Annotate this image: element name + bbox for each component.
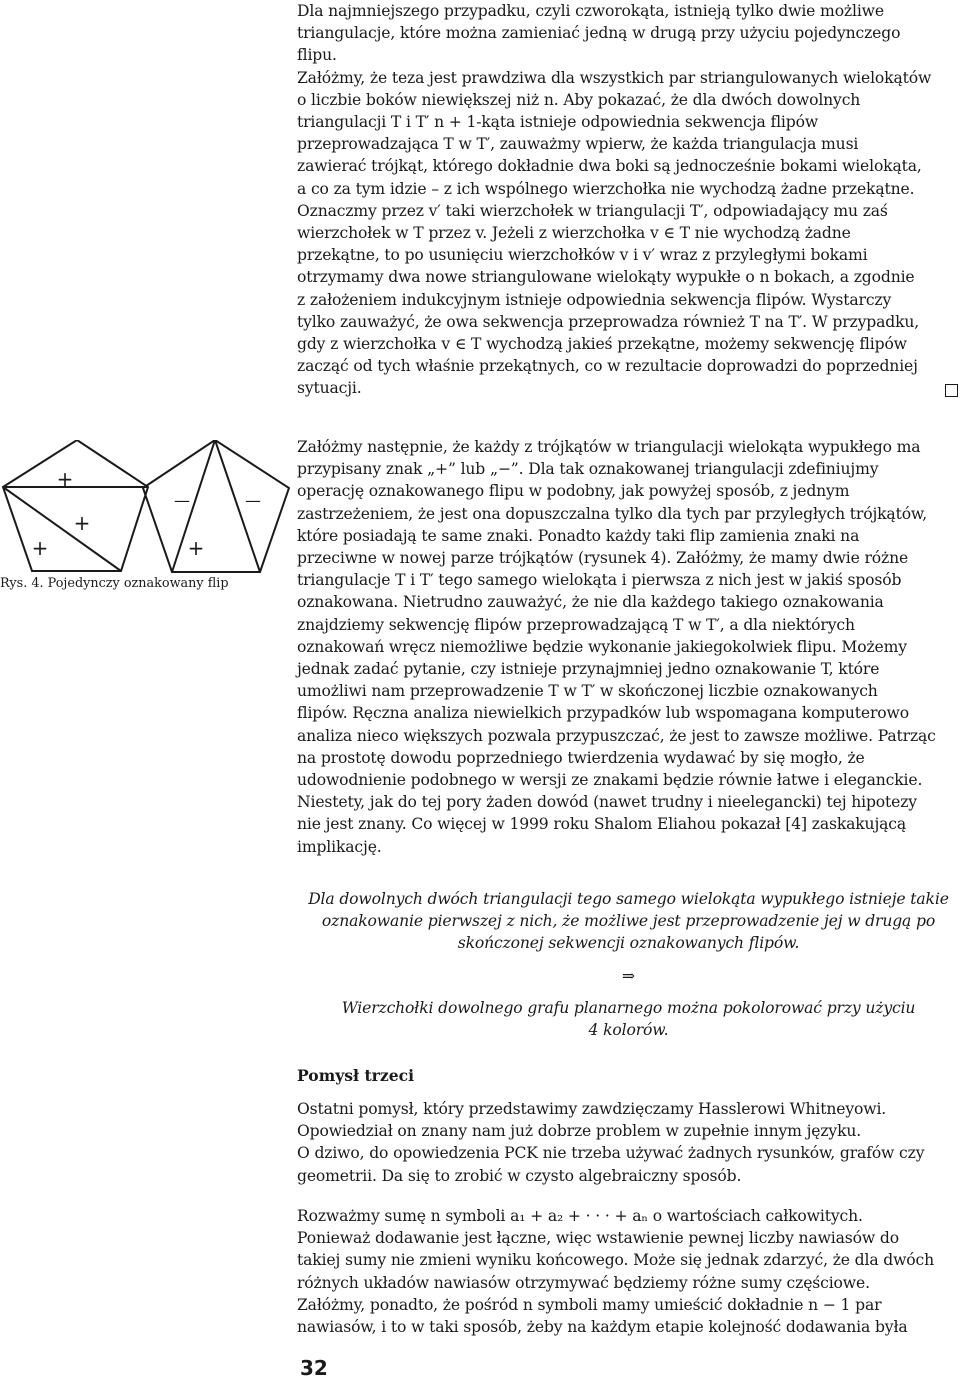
text-line: Ostatni pomysł, który przedstawimy zawdzięczamy Hasslerowi Whitneyowi. [297, 1100, 887, 1118]
text-line: takiej sumy nie zmieni wyniku końcowego. Może się jednak zdarzyć, że dla dwóch [297, 1251, 935, 1270]
text-line: zastrzeżeniem, że jest ona dopuszczalna tylko dla tych par przyległych trójkątów, [297, 504, 928, 523]
page-number: 32 [300, 1356, 328, 1380]
text-line: na prostotę dowodu poprzedniego twierdzenia wydawać by się mogło, że [297, 748, 865, 767]
text-line: jednak zadać pytanie, czy istnieje przynajmniej jedno oznakowanie T, które [297, 660, 880, 679]
text-line: tylko zauważyć, że owa sekwencja przeprowadza również T na T′. W przypadku, [297, 312, 920, 331]
four-color-statement [297, 997, 960, 1041]
sign-right-right: — [245, 491, 261, 510]
text-line: przekątne, to po usunięciu wierzchołków v i v′ wraz z przyległymi bokami [297, 246, 868, 265]
text-line: sytuacji. [297, 377, 960, 399]
paragraph-whitney [297, 1098, 960, 1187]
text-line: Niestety, jak do tej pory żaden dowód (nawet trudny i nieelegancki) tej hipotezy [297, 793, 917, 812]
text-line: zawierać trójkąt, którego dokładnie dwa boki są jednocześnie bokami wielokąta, [297, 157, 922, 176]
implication-arrow: ⇒ [621, 966, 636, 985]
figure-caption: Rys. 4. Pojedynczy oznakowany flip [0, 576, 229, 591]
text-line: a co za tym idzie – z ich wspólnego wierzchołka nie wychodzą żadne przekątne. [297, 179, 915, 198]
text-line: flipu. [297, 46, 337, 65]
left-pentagon-outline [3, 440, 148, 571]
text-line: skończonej sekwencji oznakowanych flipów. [457, 934, 800, 953]
text-line: różnych układów nawiasów otrzymywać będziemy różne sumy częściowe. [297, 1273, 870, 1292]
text-line: operację oznakowanego flipu w podobny, jak powyżej sposób, z jednym [297, 482, 850, 501]
text-line: Wierzchołki dowolnego grafu planarnego można pokolorować przy użyciu [341, 998, 916, 1017]
hypothesis-block [297, 888, 960, 1041]
sign-right-bottom: + [187, 536, 205, 560]
text-line: implikację. [297, 837, 382, 856]
text-line: umożliwi nam przeprowadzenie T w T′ w skończonej liczbie oznakowanych [297, 682, 878, 701]
text-line: udowodnienie podobnego w wersji ze znakami będzie równie łatwe i eleganckie. [297, 771, 923, 790]
text-line: Rozważmy sumę n symboli a₁ + a₂ + · · · + aₙ o wartościach całkowitych. [297, 1207, 863, 1225]
text-line: O dziwo, do opowiedzenia PCK nie trzeba używać żadnych rysunków, grafów czy [297, 1144, 925, 1163]
text-line: Oznaczmy przez v′ taki wierzchołek w triangulacji T′, odpowiadający mu zaś [297, 201, 888, 220]
text-line: nawiasów, i to w taki sposób, żeby na każdym etapie kolejność dodawania była [297, 1318, 908, 1337]
text-line: o liczbie boków niewiększej niż n. Aby pokazać, że dla dwóch dowolnych [297, 90, 861, 109]
text-line: oznakowanie pierwszej z nich, że możliwe jest przeprowadzenie jej w drugą po [321, 912, 936, 931]
text-line: oznakowana. Nietrudno zauważyć, że nie dla każdego takiego oznakowania [297, 593, 884, 612]
text-line: Załóżmy, że teza jest prawdziwa dla wszystkich par striangulowanych wielokątów [297, 68, 932, 87]
right-pentagon [143, 440, 289, 572]
text-line: otrzymamy dwa nowe striangulowane wielokąty wypukłe o n bokach, a zgodnie [297, 268, 915, 287]
paragraph-signed-flips [297, 436, 960, 858]
text-line: Dla dowolnych dwóch triangulacji tego samego wielokąta wypukłego istnieje takie [308, 890, 949, 908]
text-line: triangulacje T i T′ tego samego wielokąta i pierwsza z nich jest w jakiś sposób [297, 571, 902, 590]
left-diagonal-2 [3, 487, 121, 571]
section-heading: Pomysł trzeci [297, 1066, 415, 1085]
text-line: flipów. Ręczna analiza niewielkich przypadków lub wspomagana komputerowo [297, 704, 909, 723]
text-line: Załóżmy, ponadto, że pośród n symboli mamy umieścić dokładnie n − 1 par [297, 1295, 882, 1314]
text-line: zacząć od tych właśnie przekątnych, co w rezultacie doprowadzi do poprzedniej [297, 357, 918, 376]
text-line: z założeniem indukcyjnym istnieje odpowiednia sekwencja flipów. Wystarczy [297, 290, 892, 309]
text-line: geometrii. Da się to zrobić w czysto algebraiczny sposób. [297, 1166, 742, 1185]
text-line: nie jest znany. Co więcej w 1999 roku Shalom Eliahou pokazał [4] zaskakującą [297, 815, 907, 834]
text-line: analiza nieco większych pozwala przypuszczać, że jest to zawsze możliwe. Patrząc [297, 726, 936, 745]
text-line: Ponieważ dodawanie jest łączne, więc wstawienie pewnej liczby nawiasów do [297, 1229, 899, 1248]
hypothesis-statement [297, 888, 960, 955]
text-line: gdy z wierzchołka v ∈ T wychodzą jakieś przekątne, możemy sekwencję flipów [297, 335, 907, 354]
qed-square-icon [945, 384, 958, 397]
text-line: triangulacje, które można zamieniać jedną w drugą przy użyciu pojedynczego [297, 24, 901, 43]
text-line: Dla najmniejszego przypadku, czyli czworokąta, istnieją tylko dwie możliwe [297, 2, 884, 20]
text-line: oznakowań wręcz niemożliwe będzie wykonanie jakiegokolwiek flipu. Możemy [297, 637, 907, 656]
text-line: przeprowadzająca T w T′, zauważmy wpierw, że każda triangulacja musi [297, 135, 859, 154]
paragraph-parentheses [297, 1205, 960, 1338]
sign-left-top: + [56, 467, 74, 491]
text-line: triangulacji T i T′ n + 1-kąta istnieje odpowiednia sekwencja flipów [297, 113, 819, 132]
left-pentagon [3, 440, 148, 571]
paragraph-induction-proof [297, 0, 960, 400]
text-line: które posiadają te same znaki. Ponadto każdy taki flip zamienia znaki na [297, 526, 860, 545]
sign-left-bottom: + [31, 536, 49, 560]
text-line: przeciwne w nowej parze trójkątów (rysunek 4). Załóżmy, że mamy dwie różne [297, 549, 909, 568]
sign-left-middle: + [73, 511, 91, 535]
right-pentagon-outline [143, 440, 289, 572]
text-line: Opowiedział on znany nam już dobrze problem w zupełnie innym języku. [297, 1122, 862, 1141]
sign-right-left: — [174, 491, 190, 510]
text-line: 4 kolorów. [588, 1021, 669, 1040]
text-line: znajdziemy sekwencję flipów przeprowadzającą T w T′, a dla niektórych [297, 615, 855, 634]
text-line: wierzchołek w T przez v. Jeżeli z wierzchołka v ∈ T nie wychodzą żadne [297, 224, 851, 243]
text-line: Załóżmy następnie, że każdy z trójkątów w triangulacji wielokąta wypukłego ma [297, 438, 921, 456]
text-line: przypisany znak „+” lub „−”. Dla tak oznakowanej triangulacji zdefiniujmy [297, 460, 879, 479]
